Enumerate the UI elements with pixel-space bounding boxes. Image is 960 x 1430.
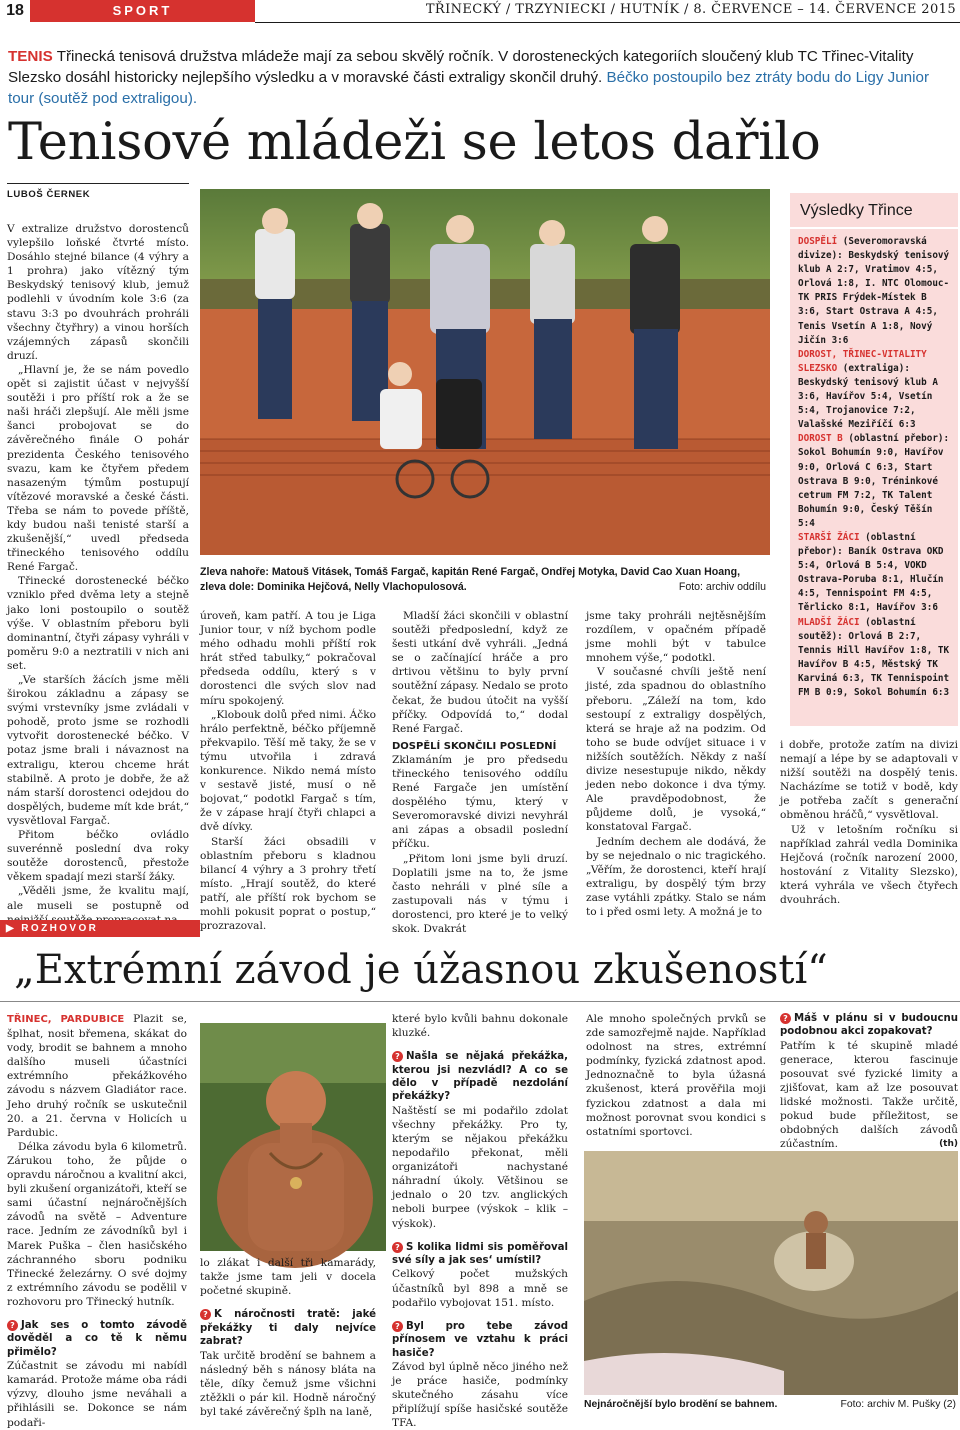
article-title: Tenisové mládeži se letos dařilo <box>8 113 821 172</box>
photo-credit: Foto: archiv M. Pušky (2) <box>840 1399 956 1410</box>
paragraph: lo zlákat i další tři kamarády, takže jsme tam jeli v docela početné skupině. <box>200 1257 376 1298</box>
question-icon: ? <box>392 1321 403 1332</box>
caption-text: Nejnáročnější bylo brodění se bahnem. <box>584 1399 778 1410</box>
results-entry <box>798 235 950 348</box>
paragraph: které bylo kvůli bahnu dokonale kluzké. <box>392 1013 568 1040</box>
question-text: Byl pro tebe závod přínosem ve vztahu k práci hasiče? <box>392 1320 568 1359</box>
paragraph: „Klobouk dolů před nimi. Áčko hrálo perfektně, béčko příjemně překvapilo. Těší mě taky, že se v týmu utvořila i zdravá konkurence. Nikdo nemá místo v sestavě jisté, musí o ně bojovat,“ podotkl Fargač s tím, že v zápase hrají čtyři chlapci a dvě dívky. <box>200 708 376 834</box>
article2-column-5 <box>780 1012 958 1151</box>
results-text: (oblastní soutěž): Orlová B 2:7, Tennis Hill Havířov 1:8, TK Havířov B 4:5, Městský TK Karviná 6:3, TK Tennispoint FM B 0:9, Sokol Bohumín 6:3 <box>798 616 950 698</box>
interview-label: ▶ ROZHOVOR <box>6 923 99 934</box>
answer <box>780 1039 958 1152</box>
results-category: DOSPĚLÍ <box>798 236 838 247</box>
paragraph-text: Plazit se, šplhat, nosit břemena, skákat do vody, brodit se bahnem a mnoho dalšího museli účastníci extrémního překážkového závodu s názvem Gladiátor race. Jeho druhý ročník se uskutečnil 20. a 21. června v Holicích u Pardubic. <box>7 1013 187 1139</box>
signature: (th) <box>939 1139 958 1150</box>
paragraph: „Přitom loni jsme byli druzí. Doplatili jsme na to, že jsme často nehráli v plné síle a zastupovali nás v týmu i dorostenci, pro které je to velký skok. Dvakrát <box>392 852 568 935</box>
question <box>392 1320 568 1360</box>
paragraph: Starší žáci obsadili v oblastním přeboru s kladnou bilancí 4 výhry a 3 prohry třetí místo. „Hrají soutěž, do které patří, ale příští rok bychom se mohli pokusit poprat o postup,“ prozrazoval. <box>200 835 376 933</box>
paragraph: Už v letošním ročníku si například zahrál vedla Dominika Hejčová (ročník narození 2000, hostování z Vitality Slezsko), která vyhrála ve všech čtyřech dvouhrách. <box>780 823 958 907</box>
question-text: S kolika lidmi sis poměřoval své síly a jak ses‘ umístil? <box>392 1241 568 1267</box>
interview-label-text: ROZHOVOR <box>21 923 99 934</box>
article1-column-3 <box>392 609 568 935</box>
results-box <box>790 193 958 726</box>
paragraph: Ale mnoho společných prvků se zde samozřejmě najde. Například odolnost na stres, extrémní podmínky, fyzická zdatnost apod. Jednoznačně to byla úžasná zkušenost, která prověřila moji fyzickou zdatnost a dala mi možnost porovnat svou kondici s ostatními sportovci. <box>586 1013 766 1138</box>
question <box>7 1319 187 1359</box>
question-text: Jak ses o tomto závodě dověděl a co tě k němu přimělo? <box>7 1319 187 1358</box>
paragraph: „Ve starších žácích jsme měli širokou základnu a zápasy se svými vrstevníky jsme zvládali v pohodě, proto jsme se rozhodli vytvořit dorostenecké béčko. V potaz jsme brali i návaznost na extraligu, kterou chceme hrát stabilně. A proto je dobře, že až nám starší dorostenci odejdou do dospělých, budeme mít kde brát,“ vysvětloval Fargač. <box>7 674 189 827</box>
article1-column-4 <box>586 609 766 918</box>
results-text: (Severomoravská divize): Beskydský tenisový klub A 2:7, Vratimov 4:5, Orlová 1:8, I. NTC Olomouc-TK PRIS Frýdek-Místek B 3:6, Start Ostrava A 4:5, Tenis Vsetín A 1:8, Nový Jičín 3:6 <box>798 236 950 346</box>
paragraph: Jedním dechem ale dodává, že by se nejednalo o nic tragického. „Věřím, že dorostenci, kteří hrají extraligu, by dospělý tým brzy zase vytáhli zpátky. Stalo se nám to i před osmi lety. A možná je to <box>586 835 766 918</box>
question <box>392 1050 568 1104</box>
results-entry <box>798 616 950 701</box>
sub-heading: DOSPĚLÍ SKONČILI POSLEDNÍ <box>392 740 557 752</box>
mud-photo <box>584 1151 958 1395</box>
page-number: 18 <box>6 2 24 19</box>
team-photo-caption <box>200 565 766 594</box>
runner-photo <box>200 1023 386 1251</box>
results-category: DOROST B <box>798 433 843 445</box>
question-icon: ? <box>392 1051 403 1062</box>
byline: LUBOŠ ČERNEK <box>7 189 91 200</box>
paragraph: jsme taky prohráli nejtěsnějším rozdílem, v opačném případě jsme mohli být v tabulce mnohem výše,“ podotkl. <box>586 610 766 665</box>
answer: Naštěstí se mi podařilo zdolat všechny překážky. Pro ty, kterým se nějakou překážku nepodařilo překonat, měli organizátoři nachystané náhradní úkoly. Většinou se jednalo o 20 tzv. anglických neboli burpee (výskok – klik – výskok). <box>392 1104 568 1230</box>
answer: Celkový počet mužských účastníků byl 898 a mně se podařilo vybojovat 151. místo. <box>392 1268 568 1309</box>
lead-text: Třinecká tenisová družstva mládeže mají za sebou skvělý ročník. V dorosteneckých kategoriích sloučený klub TC Třinec-Vitality Slezsko dosáhl historicky nejlepšího výsledku a v moravské části extraligy skončil druhý. <box>8 48 914 86</box>
header-rule <box>255 22 960 23</box>
article2-column-2 <box>200 1256 376 1418</box>
results-text: (oblastní přebor): Baník Ostrava OKD 5:4, Orlová B 5:4, VOKD Ostrava-Poruba 8:1, Hlučín 4:5, Tennispoint FM 4:5, Těrlicko 8:1, Havířov 3:6 <box>798 531 944 614</box>
paragraph: Třinecké dorostenecké béčko vzniklo před dvěma lety a stejně jako loni postoupilo o soutěž výše. V oblastním přeboru byli dominantní, čtyři zápasy vyhráli v poměru 9:0 a neztratili v nich ani set. <box>7 575 189 672</box>
answer-text: Patřím k té skupině mladé generace, kterou fascinuje posouvat své fyzické limity a zjišťovat, kam až lze posouvat lidské možnosti. Takže určitě, pokud bude příležitost, se obdobných dalších závodů zúčastním. <box>780 1039 958 1151</box>
question <box>200 1308 376 1348</box>
question-icon: ? <box>780 1013 791 1024</box>
lead-kicker: TENIS <box>8 48 53 65</box>
paragraph: Mladší žáci skončili v oblastní soutěži předposlední, když ze šesti utkání dvě vyhráli. „Jedná se o začínající hráče a pro drtivou většinu to byly první soutěžní zápasy. Nedalo se proto čekat, že budou útočit na vyšší příčky. Odpovídá to,“ dodal René Fargač. <box>392 610 568 735</box>
team-photo <box>200 189 770 555</box>
results-entry <box>798 531 950 616</box>
caption-text: Zleva nahoře: Matouš Vitásek, Tomáš Fargač, kapitán René Fargač, Ondřej Motyka, David Cao Xuan Hoang, zleva dole: Dominika Hejčová, Nelly Vlachopulosová. <box>200 566 741 593</box>
interview-label-bar <box>0 920 200 937</box>
results-category: DOROST, TŘINEC-VITALITY SLEZSKO <box>798 348 927 374</box>
article1-column-5 <box>780 738 958 914</box>
results-text: (oblastní přebor): Sokol Bohumín 9:0, Havířov 9:0, Orlová C 6:3, Start Ostrava B 9:0, Tréninkové cetrum FM 7:2, TK Talent Bohumín 9:0, Český Těšín 5:4 <box>798 433 950 529</box>
mud-photo-caption <box>584 1399 958 1410</box>
byline-rule <box>7 183 189 184</box>
question <box>392 1241 568 1268</box>
paragraph <box>7 1012 187 1140</box>
question-text: Máš v plánu si v budoucnu podobnou akci zopakovat? <box>780 1013 958 1038</box>
results-entry <box>798 432 950 531</box>
paragraph: Délka závodu byla 6 kilometrů. Zárukou toho, že půjde o opravdu náročnou a kvalitní akci, byli zkušení organizátoři, kteří se sami účastní nejnáročnějších závodů na světě – Adventure race. Jedním ze závodníků byl i Marek Puška – člen hasičského záchranného sboru podniku Třinecké železárny. O své dojmy z extrémního závodu se podělil v rozhovoru pro Třinecký hutník. <box>7 1140 187 1308</box>
section-label: SPORT <box>30 0 255 22</box>
lead-text-b: Béčko postoupilo bez ztráty bodu do Ligy Junior tour (soutěž pod extraligou). <box>8 69 930 107</box>
paragraph: Přitom béčko ovládlo suverénně poslední dva roky soutěže dorostenců, přestože věkem spadají mezi starší žáky. <box>7 829 189 884</box>
question-text: Našla se nějaká překážka, kterou jsi nezvládl? A co se dělo v případě nezdolání překážky? <box>392 1051 568 1103</box>
interview-title: „Extrémní závod je úžasnou zkušeností“ <box>14 947 828 993</box>
question <box>780 1012 958 1039</box>
results-box-body <box>790 229 958 700</box>
question-icon: ? <box>392 1242 403 1253</box>
publication-line: TŘINECKÝ / TRZYNIECKI / HUTNÍK / 8. ČERVENCE – 14. ČERVENCE 2015 <box>425 2 956 17</box>
results-box-title: Výsledky Třince <box>790 193 958 229</box>
paragraph: V extralize družstvo dorostenců vylepšilo loňské čtvrté místo. Dosáhlo stejné bilance (4 výhry a 1 prohra) jako vítězný tým Beskydský tenisový klub, jemuž podlehli v úvodním kole 3:6 (za stavu 3:3 po dvouhrách prohráli všechny čtyřhry) a vinou horších vzájemných zápasů skončili druzí. <box>7 223 189 362</box>
article2-column-3 <box>392 1012 568 1430</box>
paragraph: Zklamáním je pro předsedu třineckého tenisového oddílu René Fargače jen umístění dospělého týmu, který v Severomoravské divizi nevyhrál ani zápas a obsadil poslední příčku. <box>392 753 568 851</box>
article1-column-2 <box>200 609 376 933</box>
photo-credit: Foto: archiv oddílu <box>678 580 766 593</box>
paragraph: V současné chvíli ještě není jisté, zda spadnou do oblastního přeboru. „Záleží na tom, kdo sestoupí z extraligy dospělých, která se hraje až na podzim. Od toho se bude odvíjet situace i v nižších soutěžích. Někdy z naší divize nesestupuje nikdo, někdy jeden nebo dokonce i dva týmy. Ale pravděpodobnost, že půjdeme dolů, je vysoká,“ konstatoval Fargač. <box>586 666 766 834</box>
results-entry <box>798 348 950 433</box>
article2-column-1 <box>7 1012 187 1429</box>
answer: Zúčastnit se závodu mi nabídl kamarád. Protože máme oba rádi výzvy, dlouho jsme neváhali a přihlásili se. Dokonce se nám podaři- <box>7 1360 187 1429</box>
question-icon: ? <box>7 1320 18 1331</box>
question-icon: ? <box>200 1309 211 1320</box>
dateline: TŘINEC, PARDUBICE <box>7 1014 125 1025</box>
paragraph: „Věděli jsme, že kvalitu mají, ale museli se postupně od <box>7 885 189 912</box>
question-text: K náročnosti tratě: jaké překážky ti daly nejvíce zabrat? <box>200 1309 376 1348</box>
article1-column-1 <box>7 222 189 912</box>
results-category: MLADŠÍ ŽÁCI <box>798 616 860 628</box>
article-lead <box>8 46 956 109</box>
answer: Závod byl úplně něco jiného než je práce hasiče, podmínky skutečného zásahu více připlížují spíše hasičské soutěže TFA. <box>392 1360 568 1430</box>
paragraph: úroveň, kam patří. A tou je Liga Junior tour, v níž bychom podle mého odhadu mohli příští rok hrát střed tabulky,“ pokračoval předseda oddílu, který s v dorostenci dle svých slov nad míru spokojený. <box>200 610 376 707</box>
results-text: (extraliga): Beskydský tenisový klub A 3:6, Havířov 5:4, Vsetín 5:4, Trojanovice 7:2, Valašské Meziříčí 6:3 <box>798 362 938 431</box>
answer: Tak určitě brodění se bahnem a následný běh s nánosy bláta na těle, díky čemuž jsme všichni ztěžkli o pár kil. Hodně náročný byl také závěrečný šplh na laně, <box>200 1349 376 1418</box>
paragraph: i dobře, protože zatím na divizi nemají a lépe by se adaptovali v nižší soutěži na dospělý tenis. Nacházíme se totiž v bodě, kdy je potřeba začít s generační obměnou hráčů,“ vysvětloval. <box>780 739 958 822</box>
article2-column-4 <box>586 1012 766 1147</box>
paragraph: „Hlavní je, že se nám povedlo opět si zajistit účast v nejvyšší soutěži i pro příští rok a že se naši hráči zlepšují. Ale měli jsme šanci probojovat se do závěrečného finále O pohár prezidenta Českého tenisového svazu, kam ke čtyřem předem nasazeným týmům postupují vítězové moravské a české části. Třeba se nám to povede příště, kdy budou naši tenisté starší a zkušenější,“ uvedl předseda třineckého tenisového oddílu René Fargač. <box>7 363 189 574</box>
results-category: STARŠÍ ŽÁCI <box>798 531 860 543</box>
interview-rule <box>0 1001 960 1002</box>
